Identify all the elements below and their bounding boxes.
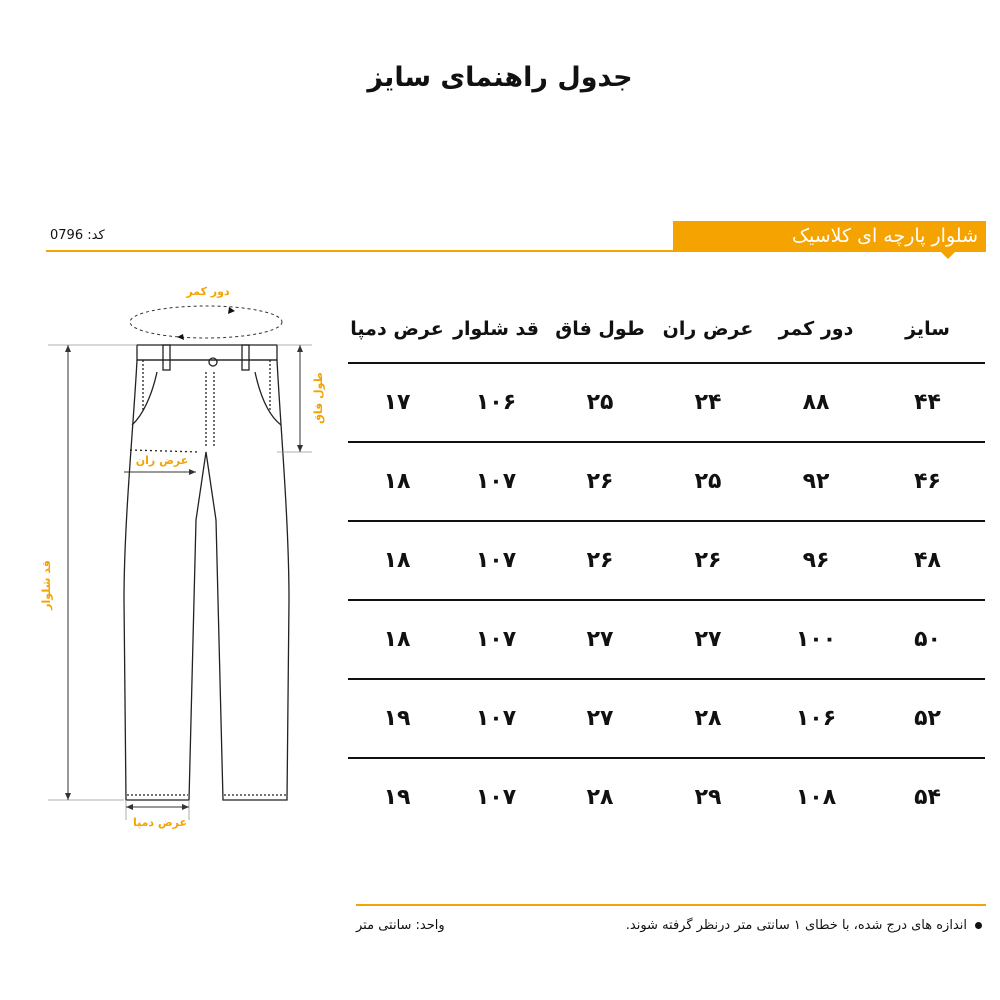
- cell-waist: ۹۶: [762, 521, 870, 600]
- bullet-icon: [975, 922, 982, 929]
- cell-hem: ۱۸: [348, 600, 446, 679]
- pants-outline: [124, 345, 289, 800]
- cell-thigh: ۲۴: [654, 363, 762, 442]
- cell-size: ۴۴: [870, 363, 985, 442]
- banner-tab: [940, 251, 956, 259]
- header-rise: طول فاق: [546, 296, 654, 363]
- waist-arrow-top: [228, 307, 235, 314]
- header-size: سایز: [870, 296, 985, 363]
- cell-thigh: ۲۹: [694, 785, 722, 810]
- header-waist: دور کمر: [762, 296, 870, 363]
- product-code-label: کد:: [87, 228, 105, 243]
- table-row: [348, 600, 985, 679]
- cell-thigh: ۲۷: [654, 600, 762, 679]
- product-name-banner: شلوار پارچه ای کلاسیک: [673, 221, 986, 251]
- cell-length: ۱۰۶: [446, 363, 546, 442]
- measurement-note: [626, 918, 982, 933]
- footer-divider: [356, 904, 986, 906]
- table-row: [348, 758, 985, 836]
- cell-waist: ۱۰۰: [762, 600, 870, 679]
- table-row: [348, 521, 985, 600]
- cell-hem: ۱۸: [348, 442, 446, 521]
- hem-arrow-left: [126, 804, 133, 810]
- cell-size: ۴۸: [870, 521, 985, 600]
- cell-waist: ۱۰۶: [762, 679, 870, 758]
- cell-rise: ۲۸: [586, 785, 614, 810]
- cell-rise: ۲۷: [546, 679, 654, 758]
- pants-diagram: [0, 270, 345, 840]
- cell-length: ۱۰۷: [446, 442, 546, 521]
- cell-length: ۱۰۷: [475, 785, 517, 810]
- cell-waist: ۹۲: [762, 442, 870, 521]
- cell-hem: ۱۹: [383, 785, 411, 810]
- product-code: [50, 228, 105, 243]
- header-divider: [46, 250, 986, 252]
- diagram-label-hem: عرض دمپا: [132, 816, 188, 829]
- cell-size: ۵۲: [870, 679, 985, 758]
- table-header-row: [348, 296, 985, 363]
- thigh-arrow: [189, 469, 196, 475]
- cell-length: ۱۰۷: [446, 600, 546, 679]
- cell-thigh: ۲۵: [654, 442, 762, 521]
- length-arrow-bottom: [65, 793, 71, 800]
- diagram-label-thigh: عرض ران: [135, 454, 189, 467]
- cell-hem: ۱۹: [348, 679, 446, 758]
- rise-arrow-bottom: [297, 445, 303, 452]
- cell-length: ۱۰۷: [446, 521, 546, 600]
- diagram-label-length: قد شلوار: [40, 560, 53, 610]
- waist-arrow-bottom: [177, 334, 184, 340]
- cell-rise: ۲۷: [546, 600, 654, 679]
- header-thigh: عرض ران: [654, 296, 762, 363]
- rise-arrow-top: [297, 345, 303, 352]
- cell-waist: ۸۸: [762, 363, 870, 442]
- diagram-label-rise: طول فاق: [312, 372, 325, 424]
- unit-label: واحد: سانتی متر: [356, 918, 445, 933]
- hem-arrow-right: [182, 804, 189, 810]
- header-hem: عرض دمپا: [348, 296, 446, 363]
- waist-ellipse: [130, 306, 282, 338]
- product-code-value: 0796: [50, 228, 84, 243]
- cell-rise: ۲۵: [546, 363, 654, 442]
- cell-thigh: ۲۸: [654, 679, 762, 758]
- table-row: [348, 442, 985, 521]
- cell-rise: ۲۶: [546, 442, 654, 521]
- header-length: قد شلوار: [446, 296, 546, 363]
- size-table: [348, 296, 985, 836]
- cell-length: ۱۰۷: [446, 679, 546, 758]
- cell-size: ۵۰: [870, 600, 985, 679]
- table-row: [348, 679, 985, 758]
- cell-rise: ۲۶: [546, 521, 654, 600]
- cell-hem: ۱۸: [348, 521, 446, 600]
- page-title: جدول راهنمای سایز: [367, 62, 633, 93]
- cell-waist: ۱۰۸: [795, 785, 837, 810]
- cell-size: ۴۶: [870, 442, 985, 521]
- cell-hem: ۱۷: [348, 363, 446, 442]
- cell-thigh: ۲۶: [654, 521, 762, 600]
- length-arrow-top: [65, 345, 71, 352]
- cell-size: ۵۴: [914, 785, 941, 810]
- diagram-label-waist: دور کمر: [186, 285, 230, 298]
- measurement-note-text: اندازه های درج شده، با خطای ۱ سانتی متر درنظر گرفته شوند.: [625, 918, 967, 933]
- table-row: [348, 363, 985, 442]
